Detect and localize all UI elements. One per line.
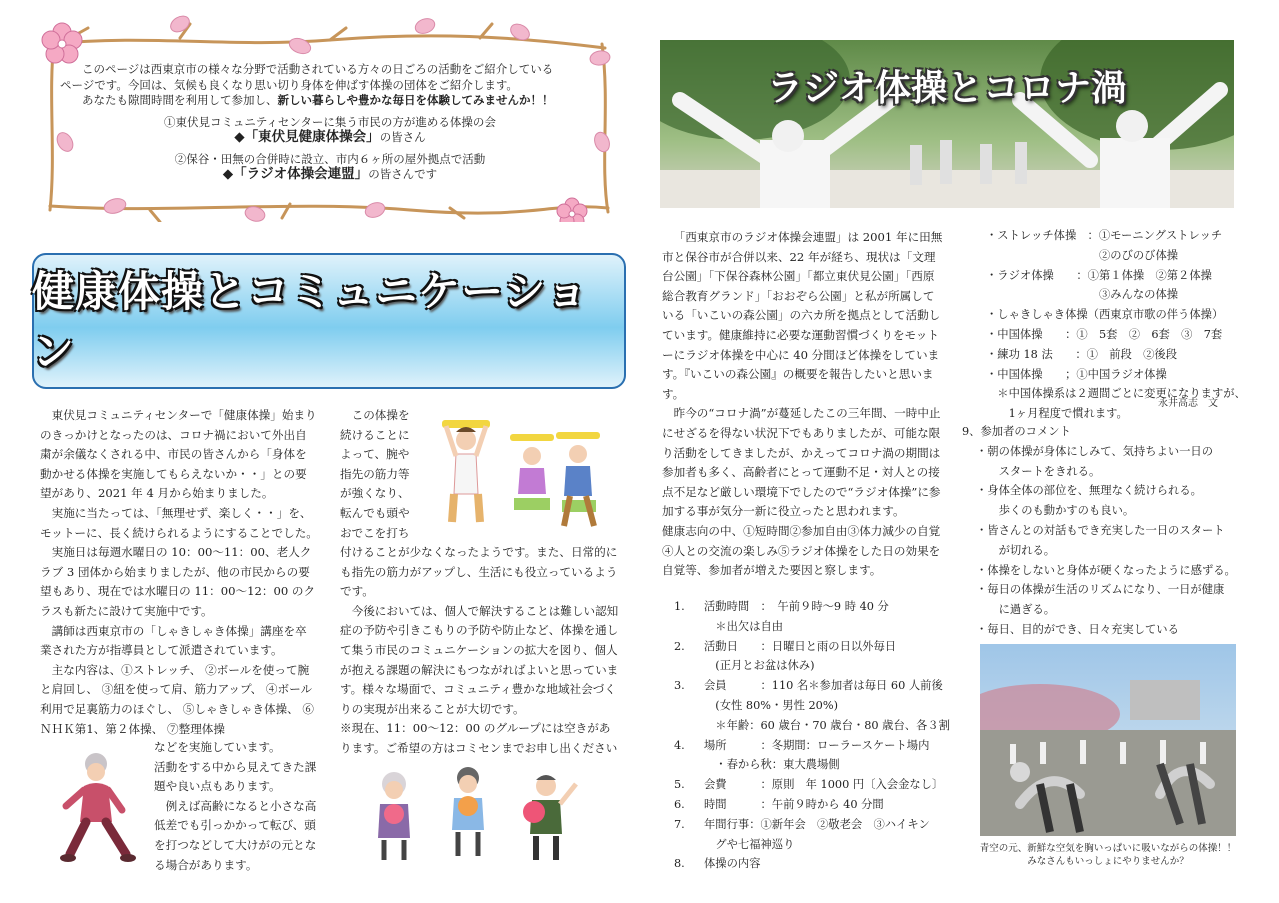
paragraph: 例えば高齢になると小さな高低差でも引っかかって転び、頭を打つなどして大けがの元となる場合があります。 [154, 798, 317, 872]
group-2-name: ◆「ラジオ体操会連盟」 [222, 166, 369, 182]
list-item [674, 597, 946, 617]
exercising-woman-illustration [56, 750, 140, 868]
list-item-text: 会費 ：原則 年 1000 円〔入会金なし〕 [704, 778, 944, 792]
paragraph: 昨今の“コロナ渦”が蔓延したこの三年間、一時中止にせざるを得ない状況下でもありましたが、可能な限り活動をしてきましたが、かえってコロナ渦の期間は参加者も多く、高齢者にとって運動不足・対人との接点不足など厳しい環境下でしたので“ラジオ体操”に参加する事が気分一新に役立ったと思われます。 [662, 406, 941, 519]
list-item [674, 755, 946, 775]
list-item [674, 835, 946, 855]
comments-title: 9、参加者のコメント [962, 425, 1071, 438]
stretching-seniors-illustration [432, 410, 610, 530]
paragraph: 実施に当たっては、「無理せず、楽しく・・」を、モットーに、長く続けられるようにすることでした。 [40, 505, 318, 540]
list-item [674, 696, 946, 716]
comment-line: が切れる。 [976, 543, 1056, 557]
section-title: 健康体操とコミュニケーション [32, 267, 589, 376]
exercise-line: ・ストレッチ体操 ：①モーニングストレッチ [986, 229, 1223, 242]
list-item-number: 4. [674, 738, 685, 752]
list-item [674, 795, 946, 815]
exercise-line: ＊中国体操系は２週間ごとに変更になりますが、 [986, 387, 1246, 401]
author: 永井高志 文 [1158, 398, 1218, 409]
list-item-text: 体操の内容 [704, 857, 761, 871]
paragraph: 主な内容は、①ストレッチ、 ②ボールを使って腕と肩回し、 ③紐を使って肩、筋力アップ、 ④ボール利用で足裏筋力のほぐし、 ⑤しゃきしゃき体操、 ⑥ＮＨＫ第1、第２体操、 ⑦整理体操 [40, 662, 315, 736]
comment-line: ・体操をしないと身体が硬くなったように感ずる。 [976, 563, 1236, 577]
list-item [674, 637, 946, 657]
comment-line: スタートをきれる。 [976, 464, 1101, 478]
group-1 [60, 115, 600, 146]
intro-line-a: あなたも隙間時間を利用して参加し、 [82, 93, 278, 107]
exercise-line: ②のびのび体操 [986, 248, 1179, 262]
comment-line: ・朝の体操が身体にしみて、気持ちよい一日の [976, 444, 1214, 458]
radio-column-1 [662, 228, 944, 581]
list-item [674, 775, 946, 795]
comment-line: ・毎日、目的ができ、日々充実している [976, 622, 1179, 636]
exercise-line: ③みんなの体操 [986, 288, 1179, 302]
intro-line: このページは西東京市の様々な分野で活動されている方々の日ごろの活動をご紹介している [82, 62, 554, 76]
activity-list [674, 597, 950, 874]
intro-text [60, 62, 600, 183]
list-item-number: 7. [674, 817, 685, 831]
paragraph: 今後においては、個人で解決することは難しい認知症の予防や引きこもりの予防や防止など、体操を通して集う市民のコミュニケーションの拡大を図り、個人が抱える課題の解決にもつながればよいと思っています。様々な場面で、コミュニティ豊かな地域社会づくりの実現が出来ることが大切です。 [340, 603, 619, 716]
exercise-line: ・中国体操 ：① 5套 ② 6套 ③ 7套 [986, 327, 1223, 341]
kenko-column-1b [154, 738, 318, 875]
list-item [674, 854, 946, 874]
intro-line: ページです。今回は、気候も良くなり思い切り身体を伸ばす体操の団体をご紹介します。 [60, 77, 518, 92]
caption-line-2: みなさんもいっしょにやりませんか？ [1027, 856, 1189, 867]
list-item [674, 736, 946, 756]
list-item-text: 活動時間 ： 午前９時～9 時 40 分 [704, 600, 889, 613]
list-item-number: 8. [674, 857, 685, 871]
kenko-column-2 [340, 543, 622, 759]
paragraph: 東伏見コミュニティセンターで「健康体操」始まりのきっかけとなったのは、コロナ禍において外出自粛が余儀なくされる中、市民の皆さんから「身体を動かせる体操を実施してもらえないか・・」との要望があり、2021 年 4 月から始まりました。 [40, 408, 317, 501]
paragraph: などを実施しています。 [154, 740, 281, 754]
list-item [674, 617, 946, 637]
exercise-line: ・中国体操 ；①中国ラジオ体操 [986, 367, 1167, 381]
paragraph: この体操を続けることによって、腕や指先の筋力等が強くなり、転んでも頭やおでこを打ち [340, 408, 410, 540]
list-item [674, 656, 946, 676]
list-item-text: ＊年齢：60 歳台・70 歳台・80 歳台、各３割 [704, 718, 950, 732]
list-item-number: 6. [674, 797, 685, 811]
list-item-text: 場所 ：冬期間：ローラースケート場内 [704, 738, 930, 752]
comment-line: ・皆さんとの対話もでき充実した一日のスタート [976, 523, 1225, 537]
list-item-text: 時間 ：午前９時から 40 分間 [704, 797, 884, 811]
note: ※現在、11：00～12：00 のグループには空きがあります。ご希望の方はコミセンまでお申し出ください [340, 721, 618, 755]
list-item-text: 年間行事：①新年会 ②敬老会 ③ハイキン [704, 817, 930, 831]
caption-line-1: 青空の元、新鮮な空気を胸いっぱいに吸いながらの体操！！ [979, 843, 1237, 854]
list-item-text: ・春から秋：東大農場側 [704, 758, 840, 772]
kenko-column-1 [40, 406, 318, 739]
list-item-number: 2. [674, 639, 685, 653]
ball-exercise-illustration [364, 760, 594, 868]
comment-line: に過ぎる。 [976, 603, 1056, 617]
exercise-line: ・練功 18 法 ：① 前段 ②後段 [986, 347, 1178, 361]
photo-caption [976, 842, 1240, 868]
kenko-column-2-top [340, 406, 420, 543]
list-item-text: (正月とお盆は休み) [704, 659, 815, 673]
group-2 [60, 152, 600, 183]
group-2-desc: ②保谷・田無の合併時に設立、市内６ヶ所の屋外拠点で活動 [174, 151, 486, 166]
group-1-suffix: の皆さん [379, 130, 426, 144]
list-item-number: 3. [674, 679, 685, 693]
paragraph: 「西東京市のラジオ体操会連盟」は 2001 年に田無市と保谷市が合併以来、22 年が経ち、現状は「文理台公園」「下保谷森林公園」「都立東伏見公園」「西原総合教育グランド」「おおぞら公園」と私が所属している「いこいの森公園」の六カ所を拠点として活動しています。健康維持に必要な運動習慣づくりをモットーにラジオ体操を中心に 40 分間ほど体操をしています。『いこいの森公園』の概要を報告したいと思います。 [662, 230, 943, 401]
intro-highlight: 新しい暮らしや豊かな毎日を体験してみませんか！！ [277, 93, 554, 107]
list-item-text: 会員 ：110 名＊参加者は毎日 60 人前後 [704, 679, 943, 693]
park-exercise-photo [980, 644, 1236, 836]
list-item-number: 5. [674, 778, 685, 792]
group-1-name: ◆「東伏見健康体操会」 [234, 129, 380, 145]
exercise-line: ・しゃきしゃき体操（西東京市歌の伴う体操） [986, 308, 1224, 322]
list-item-number: 1. [674, 600, 685, 613]
group-1-desc: ①東伏見コミュニティセンターに集う市民の方が進める体操の会 [164, 114, 496, 129]
paragraph: 付けることが少なくなったようです。また、日常的にも指先の筋力がアップし、生活にも役立っているようです。 [340, 545, 618, 599]
exercise-line: ・ラジオ体操 ：①第１体操 ②第２体操 [986, 268, 1212, 282]
list-item-text: (女性 80%・男性 20%) [704, 698, 838, 712]
group-2-suffix: の皆さんです [368, 167, 438, 181]
comments-block [962, 422, 1252, 640]
list-item [674, 716, 950, 736]
list-item [674, 676, 946, 696]
list-item [674, 815, 946, 835]
exercise-line: 1ヶ月程度で慣れます。 [986, 407, 1128, 421]
intro-line [60, 93, 600, 109]
list-item-text: ＊出欠は自由 [704, 619, 784, 633]
radio-section-title: ラジオ体操とコロナ渦 [766, 68, 1127, 109]
paragraph: 講師は西東京市の「しゃきしゃき体操」講座を卒業された方が指導員として派遣されています。 [40, 623, 307, 658]
list-item-text: グや七福神巡り [704, 837, 795, 851]
paragraph: 健康志向の中、①短時間②参加自由③体力減少の自覚④人との交流の楽しみ⑤ラジオ体操をした日の効果を自覚等、参加者が増えた要因と察します。 [662, 523, 941, 578]
comment-line: ・身体全体の部位を、無理なく続けられる。 [976, 484, 1202, 498]
list-item-text: 活動日 ：日曜日と雨の日以外毎日 [704, 639, 897, 653]
paragraph: 実施日は毎週水曜日の 10：00～11：00、老人クラブ 3 団体から始まりましたが、他の市民からの要望もあり、現在では水曜日の 11：00～12：00 のクラスも新たに設けて実施中です。 [40, 545, 316, 618]
comment-line: ・毎日の体操が生活のリズムになり、一日が健康 [976, 583, 1225, 597]
paragraph: 活動をする中から見えてきた課題や良い点もあります。 [154, 759, 317, 794]
comment-line: 歩くのも動かすのも良い。 [976, 504, 1135, 518]
